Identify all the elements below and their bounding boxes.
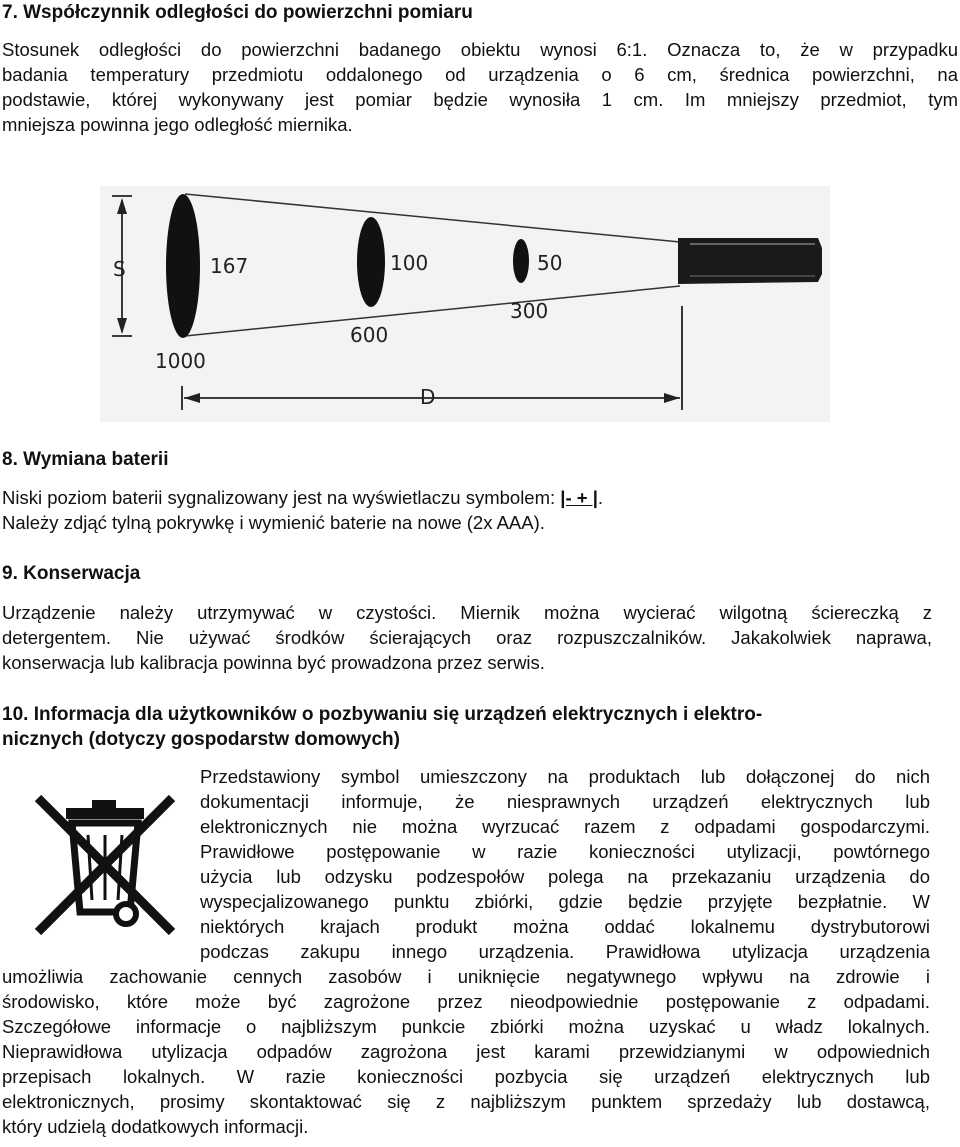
paragraph-line: Nieprawidłowa utylizacja odpadów zagrożona jest karami przewidzianymi w odpowiednich (2, 1041, 930, 1062)
paragraph-line: elektronicznych nie można wyrzucać razem z odpadami gospodarczymi. (200, 816, 930, 837)
spot-label-100: 100 (390, 251, 429, 275)
distance-to-spot-diagram (100, 186, 830, 422)
battery-line: Niski poziom baterii sygnalizowany jest na wyświetlaczu symbolem: |- + |. (2, 487, 604, 508)
paragraph-line: konserwacja lub kalibracja powinna być prowadzona przez serwis. (2, 652, 545, 673)
d-label: D (420, 385, 436, 409)
distance-label-600: 600 (350, 323, 389, 347)
spot-label-50: 50 (537, 251, 563, 275)
spot-ellipse-large (166, 194, 200, 338)
crossed-out-bin-icon (30, 790, 180, 940)
paragraph-line: Przedstawiony symbol umieszczony na produktach lub dołączonej do nich (200, 766, 930, 787)
paragraph-line: użycia lub odzysku podzespołów polega na przekazaniu urządzenia do (200, 866, 930, 887)
s-label: S (113, 257, 126, 281)
distance-label-1000: 1000 (155, 349, 206, 373)
paragraph-line: środowisko, które może być zagrożone przez nieodpowiednie postępowanie z odpadami. (2, 991, 930, 1012)
section-8-paragraph (2, 485, 958, 535)
spot-label-167: 167 (210, 254, 249, 278)
paragraph-line: detergentem. Nie używać środków ścierających oraz rozpuszczalników. Jakakolwiek naprawa, (2, 627, 932, 648)
section-10-full-paragraph (2, 964, 930, 1139)
paragraph-line: niektórych krajach produkt można oddać lokalnemu dystrybutorowi (200, 916, 930, 937)
paragraph-line: dokumentacji informuje, że niesprawnych urządzeń elektrycznych lub (200, 791, 930, 812)
paragraph-line: Urządzenie należy utrzymywać w czystości. Miernik można wycierać wilgotną ściereczką z (2, 602, 932, 623)
section-10-side-paragraph (200, 764, 930, 964)
section-9-heading: 9. Konserwacja (2, 563, 141, 584)
paragraph-line: badania temperatury przedmiotu oddalonego od urządzenia o 6 cm, średnica powierzchni, na (2, 64, 958, 85)
spot-ellipse-medium (357, 217, 385, 307)
distance-label-300: 300 (510, 299, 549, 323)
paragraph-line: podstawie, której wykonywany jest pomiar będzie wynosiła 1 cm. Im mniejszy przedmiot, tym (2, 89, 958, 110)
section-7-heading: 7. Współczynnik odległości do powierzchni pomiaru (2, 2, 473, 23)
paragraph-line: wyspecjalizowanego punktu zbiórki, gdzie będzie przyjęte bezpłatnie. W (200, 891, 930, 912)
paragraph-line: Szczegółowe informacje o najbliższym punkcie zbiórki można uzyskać u władz lokalnych. (2, 1016, 930, 1037)
paragraph-line: Należy zdjąć tylną pokrywkę i wymienić baterie na nowe (2x AAA). (2, 512, 545, 533)
paragraph-line: Prawidłowe postępowanie w razie konieczności utylizacji, powtórnego (200, 841, 930, 862)
paragraph-line: podczas zakupu innego urządzenia. Prawidłowa utylizacja urządzenia (200, 941, 930, 962)
paragraph-line: przepisach lokalnych. W razie konieczności pozbycia się urządzeń elektrycznych lub (2, 1066, 930, 1087)
battery-symbol: |- + | (560, 487, 598, 508)
paragraph-line: mniejsza powinna jego odległość miernika. (2, 114, 353, 135)
section-9-paragraph (2, 600, 932, 675)
paragraph-line: który udzielą dodatkowych informacji. (2, 1116, 309, 1137)
paragraph-line: elektronicznych, prosimy skontaktować się z najbliższym punktem sprzedaży lub dostawcą, (2, 1091, 930, 1112)
section-7-paragraph (2, 37, 958, 137)
spot-ellipse-small (513, 239, 529, 283)
paragraph-line: umożliwia zachowanie cennych zasobów i uniknięcie negatywnego wpływu na zdrowie i (2, 966, 930, 987)
section-8-heading: 8. Wymiana baterii (2, 449, 169, 470)
section-10-heading: 10. Informacja dla użytkowników o pozbywaniu się urządzeń elektrycznych i elektro- nicznych (dotyczy gospodarstw domowych) (2, 704, 763, 750)
paragraph-line: Stosunek odległości do powierzchni badanego obiektu wynosi 6:1. Oznacza to, że w przypadku (2, 39, 958, 60)
